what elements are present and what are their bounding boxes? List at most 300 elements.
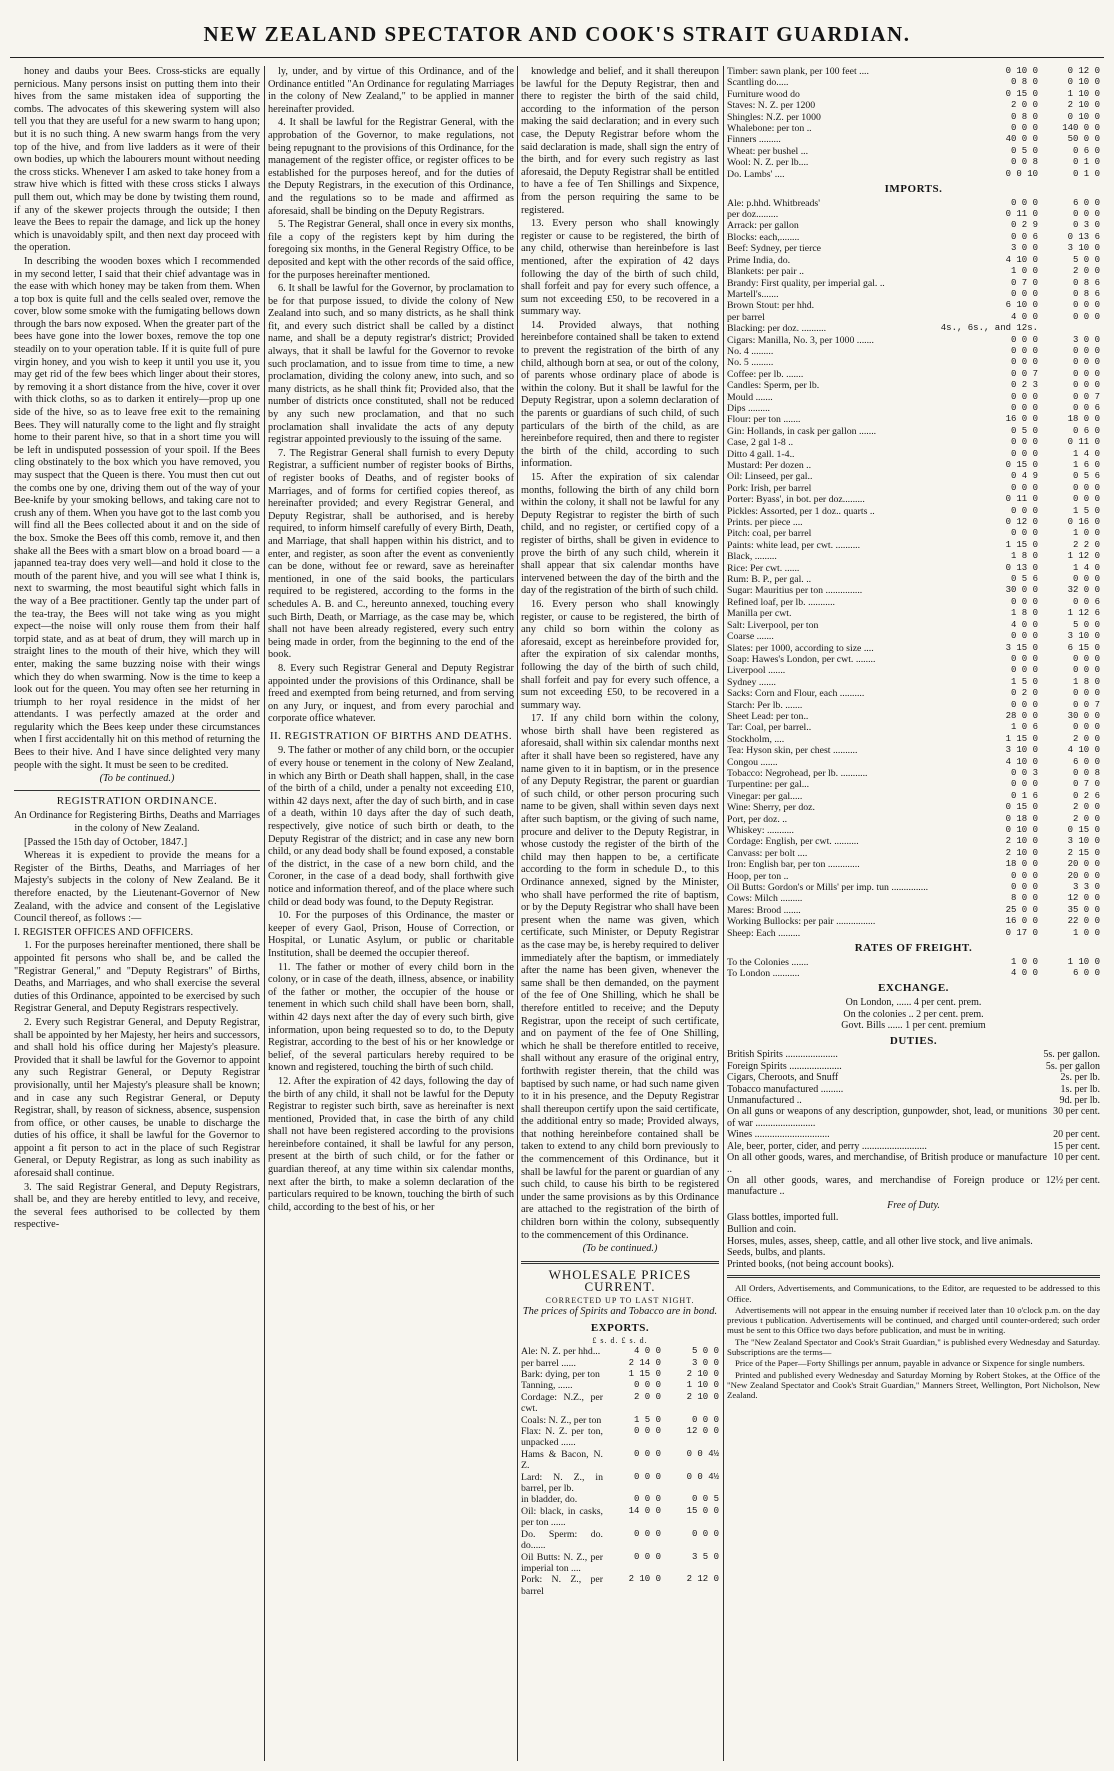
price-row: [727, 506, 1100, 517]
bee-article: [14, 66, 260, 772]
price-high: 0 0 0: [1072, 209, 1100, 220]
price-low: 6 10 0: [1005, 300, 1038, 311]
price-row: [727, 814, 1100, 825]
duty-rate: 12½ per cent.: [1045, 1174, 1100, 1186]
price-row: [727, 836, 1100, 847]
price-item: Do. Sperm: do. do......: [521, 1528, 603, 1552]
duty-rate: 15 per cent.: [1053, 1140, 1100, 1152]
price-high: 0 16 0: [1067, 517, 1100, 528]
price-high: 6 0 0: [1072, 197, 1100, 208]
ordinance-clause: 8. Every such Registrar General and Deputy Registrar appointed under the provisions of this Ordinance, shall be freed and exempted from being returned, and from serving on any Jury, or inquest, and from every parochial and corporate office whatever.: [268, 662, 514, 725]
price-high: 3 0 0: [691, 1357, 719, 1368]
price-item: Blankets: per pair ..: [727, 266, 804, 278]
masthead-rule: [10, 57, 1104, 58]
price-item: Wine: Sherry, per doz.: [727, 802, 815, 814]
price-row: [727, 66, 1100, 77]
duty-row: [727, 1084, 1100, 1095]
price-row: [727, 494, 1100, 505]
price-high: 0 15 0: [1067, 825, 1100, 835]
imports-table: [727, 198, 1100, 939]
price-item: Whiskey: ...........: [727, 825, 794, 836]
price-low: 2 0 0: [633, 1391, 661, 1402]
price-high: 2 10 0: [686, 1391, 719, 1402]
price-row: [727, 916, 1100, 927]
price-row: [727, 643, 1100, 654]
price-high: 3 5 0: [691, 1551, 719, 1562]
exports-heading: EXPORTS.: [590, 1321, 650, 1334]
price-item: Coffee: per lb. .......: [727, 368, 804, 380]
section-divider: [14, 790, 260, 791]
price-high: 2 0 0: [1072, 733, 1100, 744]
duty-free-item: Printed books, (not being account books).: [727, 1258, 894, 1270]
price-row: [727, 403, 1100, 414]
price-row: [727, 517, 1100, 528]
masthead: [0, 0, 1114, 58]
price-row: [727, 802, 1100, 813]
ordinance-clause: 14. Provided always, that nothing hereinbefore contained shall be taken to extend to prevent the registration of the birth of any child, although born at sea, or out of the colony, of parents whose ordinary place of abode is within the colony. But it shall be lawful for the Deputy Registrar, upon a solemn declaration of the parents or guardians of such child, of such particulars of the birth of the child, as are hereinbefore required, then and there to register the birth of the child, according to such information.: [521, 319, 719, 470]
price-item: Whalebone: per ton ..: [727, 123, 812, 135]
price-item: Slates: per 1000, according to size ....: [727, 642, 874, 654]
money-header: £ s. d. £ s. d.: [592, 1336, 648, 1346]
price-item: Prime India, do.: [727, 254, 791, 266]
exchange-rate: Govt. Bills ...... 1 per cent. premium: [841, 1020, 986, 1032]
price-row: [521, 1472, 719, 1495]
price-item: Cigars: Manilla, No. 3, per 1000 .......: [727, 334, 874, 346]
price-item: Arrack: per gallon: [727, 220, 799, 232]
duty-free-item: Horses, mules, asses, sheep, cattle, and all other live stock, and live animals.: [727, 1235, 1033, 1247]
price-item: Brown Stout: per hhd.: [727, 300, 815, 312]
duty-row: [727, 1061, 1100, 1072]
price-low: 14 0 0: [628, 1505, 661, 1516]
price-high: 3 3 0: [1072, 882, 1100, 893]
price-item: Pitch: coal, per barrel: [727, 528, 812, 540]
price-row: [727, 688, 1100, 699]
duty-item: Cigars, Cheroots, and Snuff: [727, 1072, 839, 1084]
ordinance-clause: 6. It shall be lawful for the Governor, by proclamation to be for that purpose issued, to divide the colony of New Zealand into such, and so many districts, as he shall think fit, and every such district shall be called by a distinct name, and shall be a deputy registrar's district; Provided always, that it shall be lawful for the Governor to revoke such proclamation, and to issue from time to time, a new proclamation, dividing the colony anew, into such, and so many districts, as he shall think fit; Provided also, that the number of districts once constituted, shall not be reduced by any such new proclamation, and that no such proclamation shall invalidate the acts of any deputy registrar appointed previously to the issuing of the same.: [268, 283, 514, 446]
price-row: [727, 232, 1100, 243]
price-item: Pork: N. Z., per barrel: [521, 1574, 603, 1597]
price-row: [521, 1380, 719, 1391]
price-low: 2 0 0: [1010, 100, 1038, 111]
price-low: 3 15 0: [1005, 642, 1038, 653]
price-high: 5 0 0: [1072, 619, 1100, 630]
price-low: 0 5 0: [1010, 145, 1038, 156]
wholesale-subheading: CORRECTED UP TO LAST NIGHT.: [545, 1296, 695, 1305]
duty-row: [727, 1175, 1100, 1198]
price-row: [521, 1346, 719, 1357]
price-item: Wool: N. Z. per lb....: [727, 157, 809, 169]
newspaper-title: NEW ZEALAND SPECTATOR AND COOK'S STRAIT GUARDIAN.: [203, 22, 911, 46]
price-row: [727, 289, 1100, 300]
ordinance-clause: 15. After the expiration of six calendar months, following the birth of any child born within the colony, it shall not be lawful for any Deputy Registrar to register the birth of such child, and no register, or certified copy of a register of births, shall be given in evidence to prove the birth of any such child, wherein it shall appear that six calendar months have intervened between the day of the birth and the day of the registration of the birth of such child.: [521, 472, 719, 597]
price-item: Rice: Per cwt. ......: [727, 562, 800, 574]
price-row: [727, 278, 1100, 289]
price-item: Paints: white lead, per cwt. ..........: [727, 539, 861, 551]
price-row: [727, 551, 1100, 562]
price-item: Coals: N. Z., per ton: [521, 1414, 602, 1426]
price-high: 2 0 0: [1072, 802, 1100, 813]
price-item: Flax: N. Z. per ton, unpacked ......: [521, 1426, 603, 1449]
price-high: 0 0 6: [1072, 596, 1100, 607]
ordinance-clause: knowledge and belief, and it shall thereupon be lawful for the Deputy Registrar, then and there to register the birth of the said child, according to the information of the person making the said declaration; and in every such case, the Deputy Registrar before whom the said declaration is made, shall sign the entry of the birth, and for every such registry as last aforesaid, the Deputy Registrar shall be entitled to have a fee of Ten Shillings and Sixpence, from the person requiring the same to be registered.: [521, 66, 719, 216]
price-item: Cordage: N.Z., per cwt.: [521, 1391, 603, 1415]
price-item: Stockholm, ....: [727, 733, 785, 745]
price-high: 0 0 0: [1072, 300, 1100, 311]
price-row: [727, 722, 1100, 733]
price-high: 0 13 6: [1067, 231, 1100, 242]
price-low: 0 0 3: [1010, 767, 1038, 778]
price-item: Working Bullocks: per pair ................: [727, 916, 876, 928]
price-item: Tea: Hyson skin, per chest ..........: [727, 745, 858, 757]
price-high: 1 4 0: [1072, 448, 1100, 459]
price-low: 0 0 8: [1010, 157, 1038, 168]
price-item: Cordage: English, per cwt. ..........: [727, 836, 859, 848]
exchange-heading: EXCHANGE.: [878, 982, 949, 995]
price-low: 0 0 10: [1005, 168, 1038, 179]
price-low: 0 17 0: [1005, 927, 1038, 938]
price-low: 0 0 0: [1010, 123, 1038, 134]
ordinance-clause: 17. If any child born within the colony, whose birth shall have been registered as aforesaid, shall within six calendar months next after it shall have been so registered, have any name given to it in baptism, or in the presence of any Deputy Registrar, the parent or guardian of such child, or other person procuring such name to be given, shall within seven days next after such baptism, or the giving of such name, procure and deliver to the Deputy Registrar, in whose custody the register of the birth of the child may then happen to be, a certificate according to the form in schedule D., to this Ordinance annexed, signed by the Minister, who shall have performed the rite of baptism, or by the Deputy Registrar who shall have been present when the name was given, which certificate, such Minister, or Deputy Registrar as the case may be, is hereby required to deliver immediately after the baptism, or immediately after the name has been given, whenever the same shall be then demanded, on the payment of the fee of One Shilling, which he shall be therefore entitled to receive; and the Deputy Registrar, upon the receipt of such certificate, and on payment of the fee of One Shilling, which he shall be therefore entitled to receive, shall without any erasure of the original entry, forthwith register therein, that the child was baptised by such name, or had such name given to it in his presence, and the Deputy Registrar shall thereupon certify upon the said certificate, the additional entry so made; Provided always, that nothing hereinbefore contained shall be taken to extend to any child born previously to the commencement of this Ordinance, but it shall be lawful for the parent or guardian of any such child, to cause his birth to be registered under the same provisions as by this Ordinance are attached to the registration of the birth of children born within the colony, subsequently to the commencement of this Ordinance.: [521, 713, 719, 1241]
price-high: 0 1 0: [1072, 168, 1100, 179]
price-row: [521, 1426, 719, 1449]
price-low: 18 0 0: [1005, 859, 1038, 870]
price-low: 1 0 0: [1010, 956, 1038, 967]
ordinance-clauses: [268, 66, 514, 726]
price-item: No. 4 .........: [727, 345, 774, 357]
price-high: 35 0 0: [1067, 904, 1100, 915]
price-low: 0 0 7: [1010, 368, 1038, 379]
price-item: Flour: per ton .......: [727, 414, 801, 426]
price-row: [727, 134, 1100, 145]
price-high: 2 12 0: [686, 1574, 719, 1585]
price-high: 0 0 0: [1072, 574, 1100, 585]
price-high: 1 10 0: [1067, 88, 1100, 99]
price-high: 4 10 0: [1067, 745, 1100, 756]
price-high: 30 0 0: [1067, 710, 1100, 721]
to-be-continued: (To be continued.): [99, 773, 175, 785]
price-item: Liverpool .......: [727, 665, 786, 677]
price-high: 0 0 4½: [686, 1448, 719, 1459]
price-high: 0 6 0: [1072, 425, 1100, 436]
price-row: [727, 745, 1100, 756]
price-low: 0 2 9: [1010, 220, 1038, 231]
price-low: 0 0 0: [1010, 345, 1038, 356]
price-high: 0 8 6: [1072, 277, 1100, 288]
price-low: 0 0 0: [1010, 631, 1038, 642]
price-high: 2 2 0: [1072, 539, 1100, 550]
publication-notices: [727, 1283, 1100, 1400]
duty-item: On all other goods, wares, and merchandise of Foreign produce or manufacture ..: [727, 1174, 1040, 1198]
price-row: [727, 540, 1100, 551]
price-row: [727, 859, 1100, 870]
price-high: 0 0 0: [1072, 482, 1100, 493]
price-item: per doz.........: [727, 209, 779, 221]
column-3: [521, 66, 719, 1761]
price-row: [727, 414, 1100, 425]
price-high: 0 0 0: [1072, 345, 1100, 356]
duty-item: Foreign Spirits .....................: [727, 1060, 842, 1072]
duty-item: On all guns or weapons of any description, gunpowder, shot, lead, or munitions of war ........................: [727, 1106, 1048, 1129]
price-high: 6 15 0: [1067, 642, 1100, 653]
ordinance-clause: 5. The Registrar General, shall once in every six months, file a copy of the registers kept by him during the foregoing six months, in the General Registry Office, to be deposited and kept with the other records of the said office, for the purposes hereinafter mentioned.: [268, 219, 514, 281]
section-heading: II. REGISTRATION OF BIRTHS AND DEATHS.: [269, 729, 513, 742]
price-row: [727, 369, 1100, 380]
price-item: Wheat: per bushel ...: [727, 145, 809, 157]
price-row: [727, 631, 1100, 642]
prices-table: [727, 66, 1100, 180]
price-high: 0 0 0: [691, 1414, 719, 1425]
price-high: 18 0 0: [1067, 414, 1100, 425]
price-item: Dips .........: [727, 402, 771, 414]
price-low: 25 0 0: [1005, 904, 1038, 915]
price-low: 0 0 0: [1010, 779, 1038, 790]
price-item: Oil Butts: Gordon's or Mills' per imp. tun ...............: [727, 882, 929, 894]
price-low: 30 0 0: [1005, 585, 1038, 596]
ordinance-whereas: Whereas it is expedient to provide the means for a Register of the Births, Deaths, and Marriages of her Majesty's subjects in the colony of New Zealand. Be it therefore enacted, by the Lieutenant-Governor of New Zealand, with the advice and consent of the Legislative Council thereof, as follows :—: [14, 850, 260, 925]
price-item: Mustard: Per dozen ..: [727, 460, 812, 471]
price-row: [727, 700, 1100, 711]
price-high: 32 0 0: [1067, 585, 1100, 596]
price-high: 0 0 7: [1072, 699, 1100, 710]
duties-list: [727, 1049, 1100, 1197]
article-paragraph: honey and daubs your Bees. Cross-sticks are equally pernicious. Many persons insist on putting them into their hives from the same mistaken idea of supporting the combs. The advocates of this skewering system will also tell you that they are useful for a new swarm to hang upon; but it is no such thing. A new swarm hangs from the very top of the hive, and from live ladders as it were of their own bodies, up which the labourers mount without needing the cross sticks. Whenever I am asked to take honey from a straw hive which is fitted with these cross sticks I always pull them out, which may be done by twisting them round, if any of the skewer projects through the outside; I then leave the Bees to repair the damage, and lick up the honey which is unavoidably spilt, and then next day proceed with the operation.: [14, 66, 260, 254]
price-low: 0 0 0: [1010, 402, 1038, 413]
price-row: [727, 585, 1100, 596]
price-item: Congou .......: [727, 756, 778, 768]
price-low: 0 0 0: [1010, 528, 1038, 539]
duty-free-item: Bullion and coin.: [727, 1223, 797, 1235]
price-item: Staves: N. Z. per 1200: [727, 100, 816, 112]
free-heading: Free of Duty.: [887, 1199, 940, 1211]
price-low: 0 0 0: [633, 1380, 661, 1391]
price-row: [727, 157, 1100, 168]
price-high: 12 0 0: [1067, 893, 1100, 904]
price-row: [727, 266, 1100, 277]
price-item: Bark: dying, per ton: [521, 1369, 600, 1380]
price-item: To the Colonies .......: [727, 956, 809, 968]
price-item: Porter: Byass', in bot. per doz.........: [727, 494, 865, 506]
column-rule: [723, 66, 724, 1761]
price-low: 0 5 6: [1010, 574, 1038, 585]
price-high: 0 0 5: [691, 1494, 719, 1505]
price-row: [521, 1369, 719, 1380]
price-item: Canvass: per bolt ....: [727, 847, 808, 859]
price-row: [727, 654, 1100, 665]
ordinance-clause: 7. The Registrar General shall furnish to every Deputy Registrar, a sufficient number of register books of Births, of register books of Deaths, and of register books of Marriages, and of forms for certified copies thereof, as hereinafter provided; and every Registrar General, and Deputy Registrar, shall be authorised, and is hereby required, to inform himself carefully of every Birth, Death, and Marriage, that shall happen within his district, and to enter, and register, as soon after the event as conveniently can be done, without fee or reward, save as hereinafter mentioned, in one of the said books, the particulars required to be registered, according to the forms in the schedules A. B. and C., hereunto annexed, touching every such Birth, Death, or Marriage, as the case may be, which shall not have been already registered, every such entry being made in order, from the beginning to the end of the book.: [268, 447, 514, 661]
price-item: Vinegar: per gal.....: [727, 790, 803, 802]
price-high: 140 0 0: [1062, 123, 1100, 134]
duty-item: Unmanufactured ..: [727, 1095, 802, 1107]
duty-row: [727, 1049, 1100, 1060]
price-item: Case, 2 gal 1-8 ..: [727, 437, 794, 449]
price-high: 0 10 0: [1067, 77, 1100, 88]
ordinance-clause: 12. After the expiration of 42 days, following the day of the birth of any child, it shall not be lawful for the Deputy Registrar to register such birth, save as hereinafter is next mentioned, Provided that, in case the birth of any child shall not have been registered according to the provisions hereinbefore contained, it shall be lawful for any person, present at the birth of such child, or for the father or guardian thereof, at any time within six calendar months, next after the birth, to make a solemn declaration of the particulars required to be known, touching the birth of such child, according to the best of his, or her: [268, 1075, 514, 1213]
duty-row: [727, 1106, 1100, 1129]
price-item: Coarse .......: [727, 631, 774, 643]
price-high: 0 0 0: [1072, 380, 1100, 391]
duty-row: [727, 1141, 1100, 1152]
exchange-rate: On London, ...... 4 per cent. prem.: [845, 997, 982, 1009]
freight-table: [727, 957, 1100, 980]
price-row: [727, 460, 1100, 471]
price-row: [521, 1494, 719, 1505]
column-2: [268, 66, 514, 1761]
notice-paragraph: All Orders, Advertisements, and Communications, to the Editor, are requested to be addressed to this Office.: [727, 1283, 1100, 1304]
price-item: Ditto 4 gall. 1-4..: [727, 448, 795, 460]
price-low: 4 0 0: [633, 1346, 661, 1357]
price-row: [727, 574, 1100, 585]
section-divider: [521, 1261, 719, 1264]
price-low: 0 0 0: [633, 1448, 661, 1459]
duty-rate: 5s. per gallon: [1045, 1060, 1100, 1072]
price-row: [727, 220, 1100, 231]
price-row: [727, 357, 1100, 368]
price-high: 2 0 0: [1072, 266, 1100, 277]
price-low: 0 0 0: [1010, 197, 1038, 208]
price-item: Sacks: Corn and Flour, each ..........: [727, 688, 865, 700]
price-high: 0 8 6: [1072, 288, 1100, 299]
price-item: Oil Butts: N. Z., per imperial ton ....: [521, 1551, 603, 1574]
price-row: [727, 112, 1100, 123]
price-row: [521, 1392, 719, 1415]
price-low: 40 0 0: [1005, 134, 1038, 145]
duty-rate: 5s. per gallon.: [1043, 1049, 1100, 1061]
price-item: Timber: sawn plank, per 100 feet ....: [727, 66, 869, 77]
price-row: [521, 1449, 719, 1472]
price-row: [727, 905, 1100, 916]
price-high: 0 5 6: [1072, 471, 1100, 482]
price-low: 3 0 0: [1010, 243, 1038, 254]
price-item: Prints. per piece ....: [727, 517, 803, 529]
price-high: 2 15 0: [1067, 847, 1100, 858]
price-row: [727, 89, 1100, 100]
price-high: [1038, 323, 1100, 334]
price-item: Hoop, per ton ..: [727, 870, 789, 882]
ordinance-clause: 13. Every person who shall knowingly register or cause to be registered, the birth of any child, otherwise than hereinbefore is last mentioned, after the expiration of 42 days following the day of the birth of such child, shall forfeit and pay for every such offence, a sum not exceeding £50, to be recovered in a summary way.: [521, 218, 719, 318]
price-row: [727, 243, 1100, 254]
price-row: [727, 757, 1100, 768]
ordinance-clause: ly, under, and by virtue of this Ordinance, and of the Ordinance entitled "An Ordinance for regulating Marriages in the colony of New Zealand," to be applied in manner hereinafter provided.: [268, 66, 514, 115]
price-row: [727, 871, 1100, 882]
price-high: 0 0 0: [1072, 653, 1100, 664]
price-low: 0 0 0: [1010, 482, 1038, 493]
price-low: 0 0 0: [1010, 437, 1038, 448]
price-high: 0 2 6: [1072, 790, 1100, 801]
notice-paragraph: The "New Zealand Spectator and Cook's Strait Guardian," is published every Wednesday and Saturday. Subscriptions are the terms—: [727, 1336, 1100, 1358]
price-row: [727, 146, 1100, 157]
price-low: 0 12 0: [1005, 517, 1038, 528]
price-row: [727, 711, 1100, 722]
price-low: 1 0 6: [1010, 722, 1038, 733]
price-low: 0 2 3: [1010, 380, 1038, 391]
price-high: 5 0 0: [1072, 254, 1100, 265]
price-row: [727, 620, 1100, 631]
price-high: 1 6 0: [1072, 460, 1100, 470]
price-low: 16 0 0: [1005, 414, 1038, 425]
price-item: Ale: p.hhd. Whitbreads': [727, 197, 821, 209]
ordinance-clause: 4. It shall be lawful for the Registrar General, with the approbation of the Governor, to make regulations, not being repugnant to the provisions of this Ordinance, for the management of the register office, or register offices to be established for the purposes hereof, and for the duties of the Deputy Registrars, in the execution of this Ordinance, and the regulations so to be made and affirmed as aforesaid, shall be binding on the Deputy Registrars.: [268, 117, 514, 217]
price-high: 12 0 0: [686, 1426, 719, 1437]
price-low: 0 10 0: [1005, 66, 1038, 76]
price-item: Hams & Bacon, N. Z.: [521, 1448, 603, 1472]
column-4: [727, 66, 1100, 1761]
price-high: 20 0 0: [1067, 859, 1100, 870]
price-high: 1 12 6: [1067, 608, 1100, 619]
price-high: 1 0 0: [1072, 528, 1100, 539]
price-high: 0 0 0: [1072, 665, 1100, 676]
price-item: Lard: N. Z., in barrel, per lb.: [521, 1471, 603, 1495]
price-item: No. 5 .........: [727, 357, 774, 369]
price-item: Gin: Hollands, in cask per gallon .......: [727, 425, 877, 437]
column-1: [14, 66, 260, 1761]
price-item: Mares: Brood .......: [727, 904, 801, 916]
section-heading: I. REGISTER OFFICES AND OFFICERS.: [14, 926, 194, 938]
price-item: Beef: Sydney, per tierce: [727, 243, 822, 255]
price-low: 0 0 0: [1010, 665, 1038, 676]
price-row: [727, 968, 1100, 979]
duty-row: [727, 1129, 1100, 1140]
price-item: Martell's.......: [727, 288, 779, 300]
duty-item: British Spirits .....................: [727, 1049, 838, 1061]
price-row: [727, 563, 1100, 574]
duty-rate: 9d. per lb.: [1059, 1095, 1100, 1107]
price-row: [727, 300, 1100, 311]
price-high: 6 0 0: [1072, 756, 1100, 767]
price-low: 0 2 0: [1010, 688, 1038, 699]
price-item: Sydney .......: [727, 676, 776, 688]
ordinance-clause: 2. Every such Registrar General, and Deputy Registrar, shall be appointed by her Majesty, her heirs and successors, and shall hold his office during her Majesty's pleasure. Provided that it shall be lawful for the Governor to appoint any such Registrar General, or Deputy Registrar provisionally, until her Majesty's pleasure shall be known; and in case any such Registrar General, or Deputy Registrar, shall, by reason of sickness, absence, suspension from office, or other causes, be unable to discharge the duties of his office, it shall be lawful for the Governor to appoint a fit person to act in the place of such Registrar General, or Deputy Registrar, as long as such inability as aforesaid shall continue.: [14, 1016, 260, 1180]
price-row: [727, 335, 1100, 346]
price-high: 0 0 0: [1072, 494, 1100, 505]
price-high: 15 0 0: [686, 1505, 719, 1516]
price-low: 4s., 6s., and 12s.: [940, 323, 1038, 334]
duty-item: On all other goods, wares, and merchandise, of British produce or manufacture ..: [727, 1152, 1048, 1175]
price-high: 0 0 0: [1072, 357, 1100, 368]
price-row: [727, 255, 1100, 266]
wholesale-note: The prices of Spirits and Tobacco are in bond.: [522, 1306, 718, 1317]
price-row: [521, 1529, 719, 1552]
price-item: Sheet Lead: per ton..: [727, 710, 809, 722]
price-item: Sheep: Each .........: [727, 927, 801, 939]
price-row: [727, 528, 1100, 539]
price-item: Finners .........: [727, 134, 781, 146]
price-item: Sugar: Mauritius per ton ...............: [727, 585, 863, 597]
price-high: 5 0 0: [691, 1346, 719, 1357]
price-item: in bladder, do.: [521, 1494, 578, 1506]
price-low: 0 0 0: [1010, 699, 1038, 710]
price-item: Black, .........: [727, 551, 777, 563]
price-low: 4 0 0: [1010, 619, 1038, 630]
price-item: Port, per doz. ..: [727, 813, 788, 825]
price-row: [727, 768, 1100, 779]
price-low: 2 10 0: [628, 1574, 661, 1585]
price-item: Iron: English bar, per ton .............: [727, 859, 860, 871]
price-item: Oil: Linseed, per gal..: [727, 471, 813, 483]
price-item: Turpentine: per gal...: [727, 779, 810, 791]
price-low: 0 0 0: [633, 1494, 661, 1505]
price-item: Oil: black, in casks, per ton ......: [521, 1505, 603, 1529]
price-row: [727, 346, 1100, 357]
price-low: 4 10 0: [1005, 756, 1038, 767]
price-item: Brandy: First quality, per imperial gal. ..: [727, 277, 885, 289]
price-low: 1 5 0: [633, 1414, 661, 1425]
price-low: 0 8 0: [1010, 111, 1038, 122]
price-high: 3 10 0: [1067, 631, 1100, 642]
price-low: 0 10 0: [1005, 825, 1038, 835]
price-item: To London ...........: [727, 968, 800, 980]
duties-heading: DUTIES.: [889, 1034, 938, 1047]
ordinance-passed: [Passed the 15th day of October, 1847.]: [24, 836, 188, 848]
